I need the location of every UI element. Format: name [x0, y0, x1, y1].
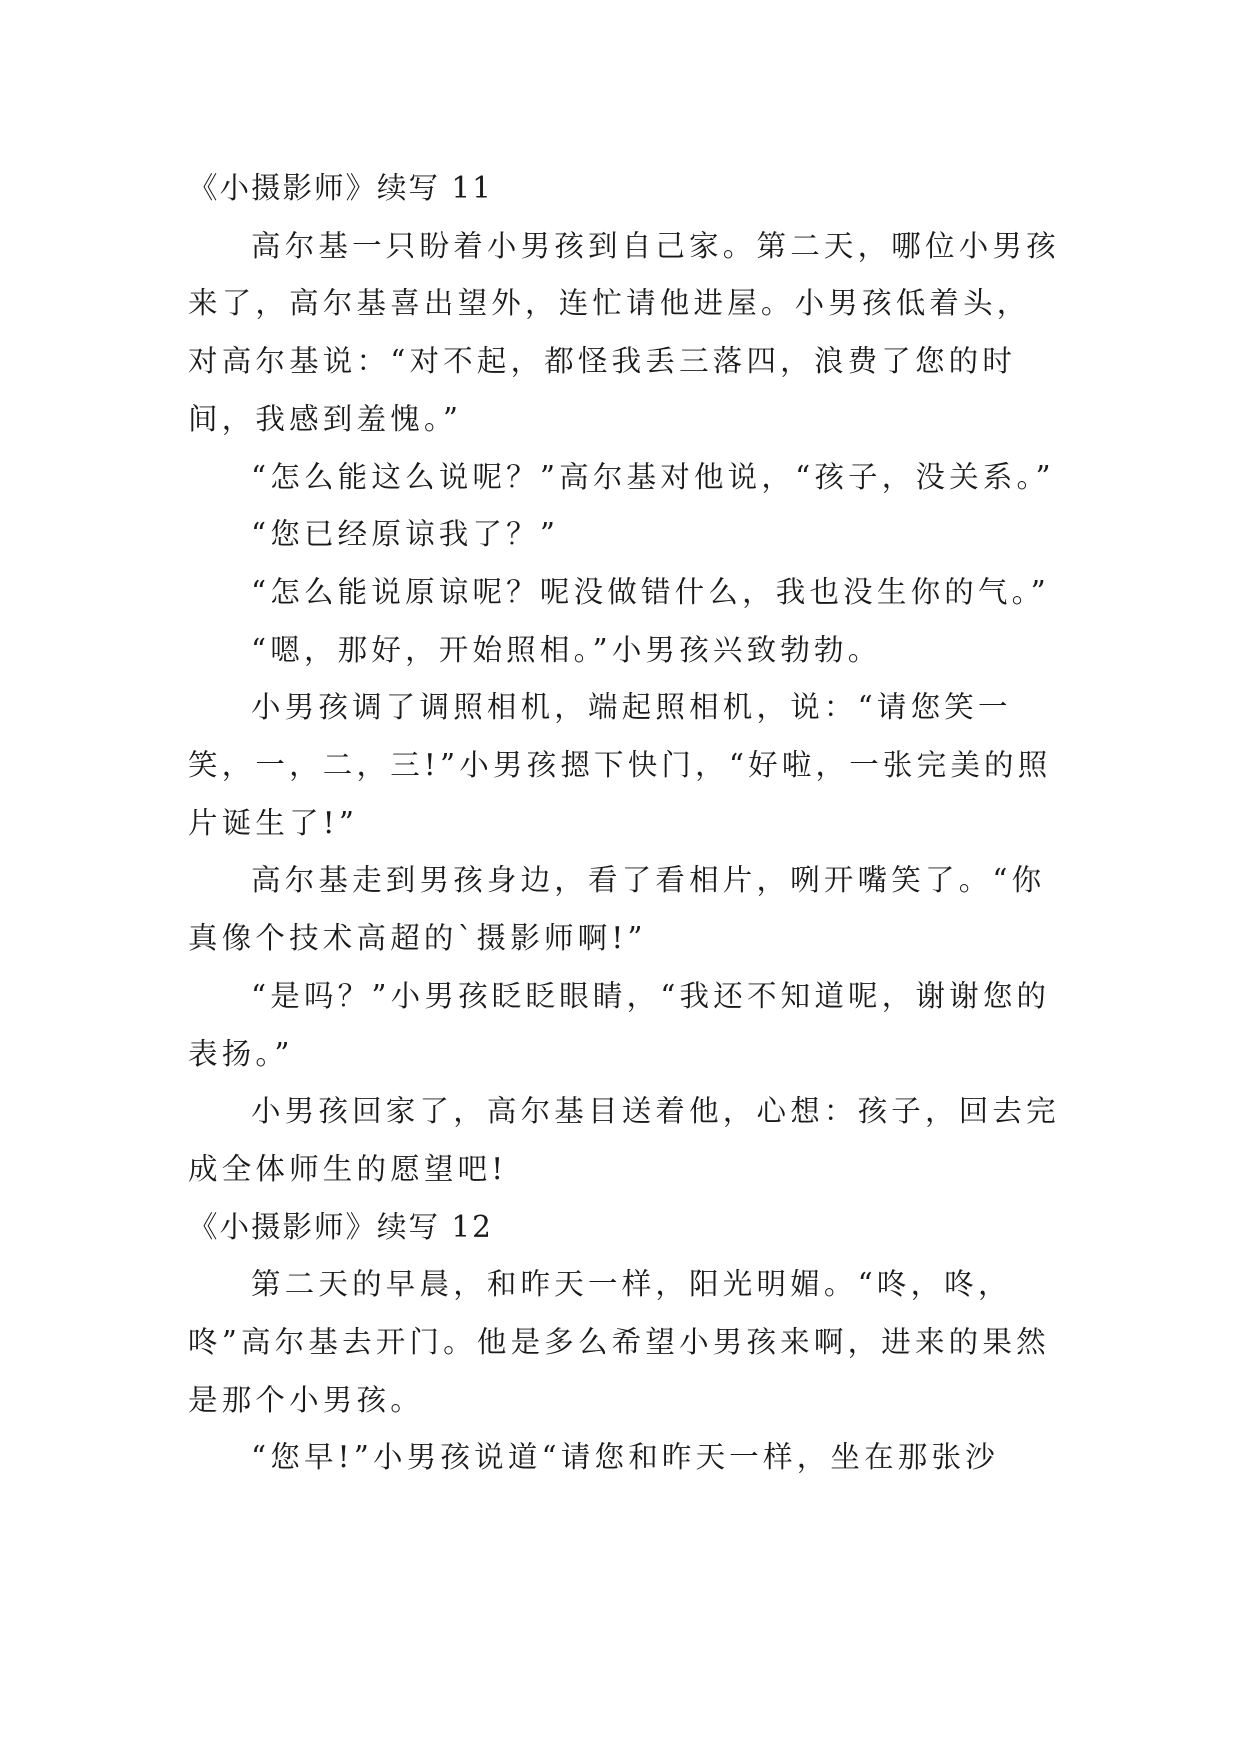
paragraph: “是吗？”小男孩眨眨眼睛，“我还不知道呢，谢谢您的表扬。”: [188, 978, 1051, 1071]
paragraph: “怎么能这么说呢？”高尔基对他说，“孩子，没关系。”: [251, 459, 1055, 494]
paragraph: 小男孩回家了，高尔基目送着他，心想：孩子，回去完成全体师生的愿望吧!: [188, 1094, 1060, 1186]
paragraph: 小男孩调了调照相机，端起照相机，说：“请您笑一笑，一，二，三!”小男孩摁下快门，“好啦，一张完美的照片诞生了!”: [188, 690, 1052, 840]
section-title: 《小摄影师》续写 11: [188, 171, 493, 205]
paragraph: 第二天的早晨，和昨天一样，阳光明媚。“咚，咚，咚”高尔基去开门。他是多么希望小男孩来啊，进来的果然是那个小男孩。: [188, 1267, 1050, 1417]
paragraph: “怎么能说原谅呢？呢没做错什么，我也没生你的气。”: [251, 574, 1050, 609]
section-title: 《小摄影师》续写 12: [188, 1209, 493, 1244]
paragraph: 高尔基一只盼着小男孩到自己家。第二天，哪位小男孩来了，高尔基喜出望外，连忙请他进屋。小男孩低着头，对高尔基说：“对不起，都怪我丢三落四，浪费了您的时间，我感到羞愧。”: [188, 228, 1060, 436]
paragraph: “嗯，那好，开始照相。”小男孩兴致勃勃。: [251, 632, 882, 667]
paragraph: 高尔基走到男孩身边，看了看相片，咧开嘴笑了。“你真像个技术高超的`摄影师啊!”: [188, 863, 1046, 956]
document-body: [188, 160, 1063, 1487]
paragraph: “您早!”小男孩说道“请您和昨天一样，坐在那张沙: [251, 1440, 999, 1475]
paragraph: “您已经原谅我了？”: [251, 517, 560, 552]
